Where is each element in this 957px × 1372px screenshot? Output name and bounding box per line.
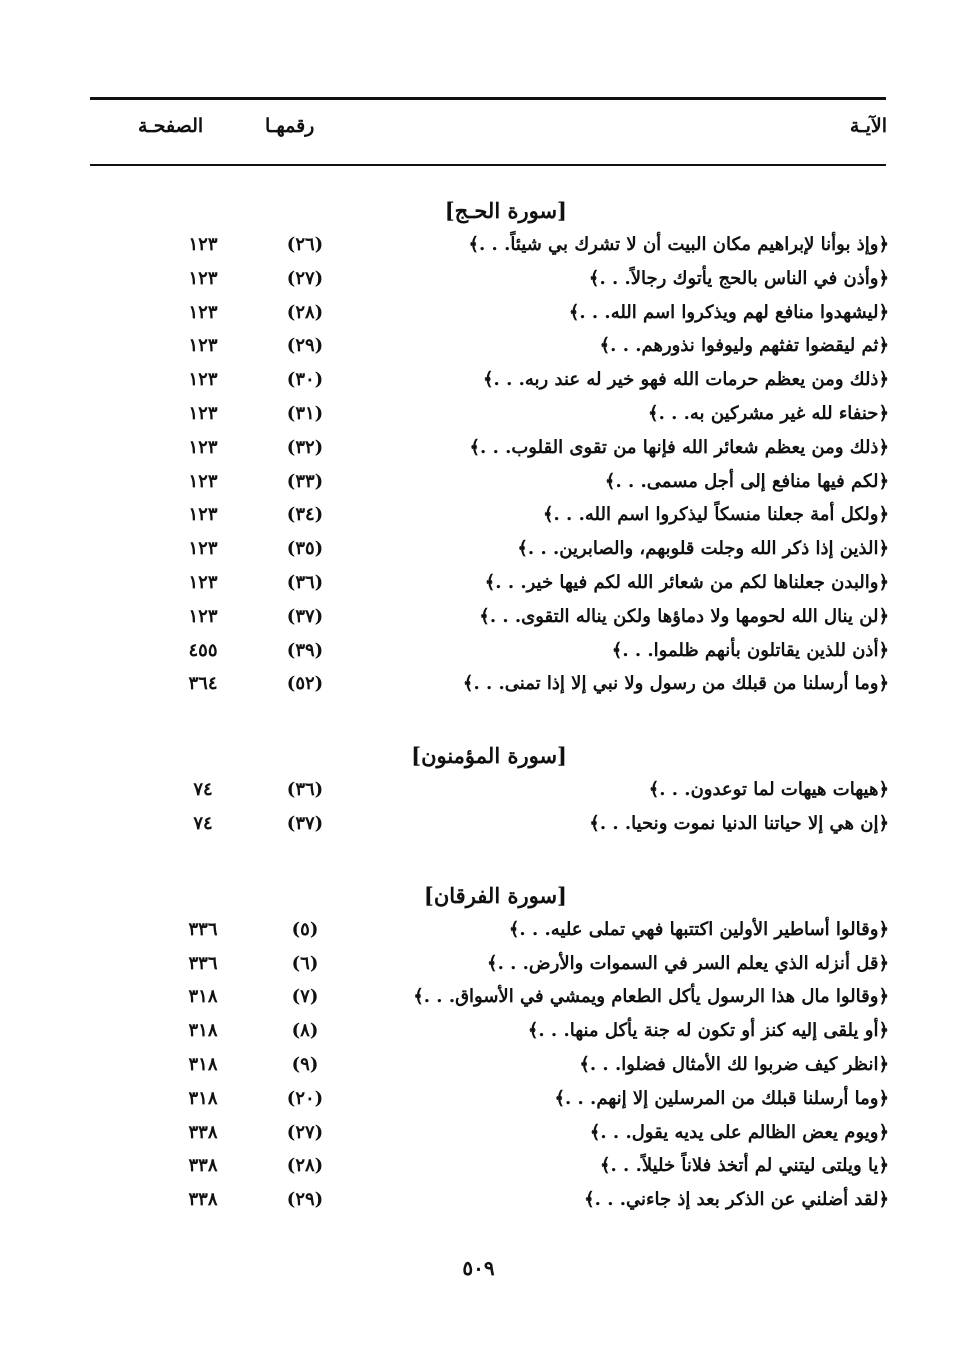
surah-section [0,879,957,1217]
page-reference: ٣٣٨ [188,1189,218,1211]
surah-title: [سورة الفرقان] [423,882,567,908]
table-row [0,566,957,600]
verse-number: (٧) [291,986,319,1008]
verse-text: ﴿وإذ بوأنا لإبراهيم مكان البيت أن لا تشرك بي شيئاً. . .﴾ [468,234,889,255]
verse-text: ﴿وما أرسلنا من قبلك من رسول ولا نبي إلا إذا تمنى. . .﴾ [462,673,889,695]
verse-number: (٢٧) [286,267,324,289]
verse-text: ﴿ذلك ومن يعظم شعائر الله فإنها من تقوى القلوب. . .﴾ [469,436,889,458]
verse-number: (٢٨) [286,1155,324,1177]
table-row [0,296,957,330]
table-row [0,1048,957,1082]
page-reference: ١٢٣ [188,402,218,424]
verse-number: (٢٨) [286,301,324,323]
verse-number: (٥٢) [286,673,324,695]
page-reference: ٣٣٨ [188,1121,218,1143]
table-row [0,980,957,1014]
page-reference: ٣١٨ [188,1087,218,1109]
page-reference: ٣١٨ [188,1020,218,1042]
table-row [0,1116,957,1150]
verse-text: ﴿يا ويلتى ليتني لم أتخذ فلاناً خليلاً. . .﴾ [599,1155,889,1177]
verse-number: (٢٦) [286,234,324,255]
page-reference: ٧٤ [193,812,213,834]
verse-number: (٦) [291,952,319,974]
page-reference: ٣٣٦ [188,918,218,940]
page-reference: ٣٦٤ [188,673,218,695]
surah-title: [سورة الحـج] [444,198,567,223]
verse-number: (٣٤) [286,504,324,526]
verse-index [0,194,957,1217]
verse-text: ﴿ذلك ومن يعظم حرمات الله فهو خير له عند ربه. . .﴾ [483,369,889,391]
page-reference: ٧٤ [193,779,213,801]
verse-text: ﴿وأذن في الناس بالحج يأتوك رجالاً. . .﴾ [588,267,889,289]
table-row [0,1014,957,1048]
column-header-number: رقمهـا [265,115,315,137]
verse-text: ﴿أذن للذين يقاتلون بأنهم ظلموا. . .﴾ [611,639,889,661]
page-reference: ١٢٣ [188,234,218,255]
verse-text: ﴿لن ينال الله لحومها ولا دماؤها ولكن يناله التقوى. . .﴾ [479,605,889,627]
page-reference: ١٢٣ [188,571,218,593]
verse-number: (٣٥) [286,538,324,560]
verse-text: ﴿إن هي إلا حياتنا الدنيا نموت ونحيا. . .﴾ [589,812,889,834]
table-row [0,329,957,363]
verse-number: (٣٦) [286,571,324,593]
verse-text: ﴿الذين إذا ذكر الله وجلت قلوبهم، والصابرين. . .﴾ [517,538,889,560]
table-row [0,913,957,947]
page-reference: ١٢٣ [188,605,218,627]
page-reference: ١٢٣ [188,504,218,526]
table-row [0,1149,957,1183]
verse-text: ﴿وقالوا أساطير الأولين اكتتبها فهي تملى عليه. . .﴾ [508,918,889,940]
page-reference: ١٢٣ [188,436,218,458]
table-row [0,634,957,668]
table-row [0,532,957,566]
verse-number: (٣٧) [286,605,324,627]
verse-text: ﴿لقد أضلني عن الذكر بعد إذ جاءني. . .﴾ [584,1189,889,1211]
verse-text: ﴿ليشهدوا منافع لهم ويذكروا اسم الله. . .﴾ [568,301,889,323]
table-row [0,397,957,431]
verse-text: ﴿ثم ليقضوا تفثهم وليوفوا نذورهم. . .﴾ [599,335,889,357]
verse-text: ﴿حنفاء لله غير مشركين به. . .﴾ [648,402,889,424]
page-reference: ١٢٣ [188,538,218,560]
table-row [0,600,957,634]
surah-section [0,739,957,841]
page-reference: ١٢٣ [188,470,218,492]
verse-text: ﴿أو يلقى إليه كنز أو تكون له جنة يأكل منها. . .﴾ [527,1020,889,1042]
verse-text: ﴿وما أرسلنا قبلك من المرسلين إلا إنهم. . .﴾ [554,1087,889,1109]
verse-text: ﴿هيهات هيهات لما توعدون. . .﴾ [648,779,889,801]
verse-number: (٢٩) [286,1189,324,1211]
page-reference: ٣٣٦ [188,952,218,974]
table-row [0,667,957,701]
verse-text: ﴿وقالوا مال هذا الرسول يأكل الطعام ويمشي في الأسواق. . .﴾ [413,986,889,1008]
header-bottom-rule [90,164,886,166]
verse-number: (٢٠) [286,1087,324,1109]
table-row [0,1183,957,1217]
verse-number: (٣٢) [286,436,324,458]
page-reference: ٣١٨ [188,986,218,1008]
table-row [0,465,957,499]
header-top-rule [90,97,886,100]
table-row [0,773,957,807]
verse-number: (٨) [291,1020,319,1042]
verse-text: ﴿ويوم يعض الظالم على يديه يقول. . .﴾ [589,1121,889,1143]
page-reference: ٤٥٥ [188,639,218,661]
verse-number: (٣١) [286,402,324,424]
verse-number: (٢٩) [286,335,324,357]
verse-number: (٢٧) [286,1121,324,1143]
verse-text: ﴿لكم فيها منافع إلى أجل مسمى. . .﴾ [604,470,889,492]
table-row [0,262,957,296]
table-row [0,947,957,981]
page-reference: ٣١٨ [188,1053,218,1075]
verse-number: (٥) [291,918,319,940]
verse-number: (٣٧) [286,812,324,834]
column-header-verse: الآيـة [849,115,887,137]
table-row [0,431,957,465]
verse-number: (٣٠) [286,369,324,391]
table-row [0,363,957,397]
verse-text: ﴿قل أنزله الذي يعلم السر في السموات والأرض. . .﴾ [487,952,889,974]
verse-text: ﴿والبدن جعلناها لكم من شعائر الله لكم فيها خير. . .﴾ [484,571,889,593]
page-reference: ٣٣٨ [188,1155,218,1177]
table-row [0,228,957,262]
table-row [0,498,957,532]
verse-number: (٣٣) [286,470,324,492]
verse-text: ﴿انظر كيف ضربوا لك الأمثال فضلوا. . .﴾ [579,1053,889,1075]
verse-number: (٣٩) [286,639,324,661]
verse-number: (٣٦) [286,779,324,801]
table-row [0,1082,957,1116]
surah-title: [سورة المؤمنون] [411,743,567,769]
surah-section [0,194,957,701]
page-reference: ١٢٣ [188,369,218,391]
page-number: ٥٠٩ [462,1256,495,1280]
column-header-page: الصفحـة [138,115,204,137]
verse-text: ﴿ولكل أمة جعلنا منسكاً ليذكروا اسم الله. . .﴾ [542,504,889,526]
table-row [0,807,957,841]
page-reference: ١٢٣ [188,335,218,357]
verse-number: (٩) [291,1053,319,1075]
page-reference: ١٢٣ [188,301,218,323]
page-reference: ١٢٣ [188,267,218,289]
